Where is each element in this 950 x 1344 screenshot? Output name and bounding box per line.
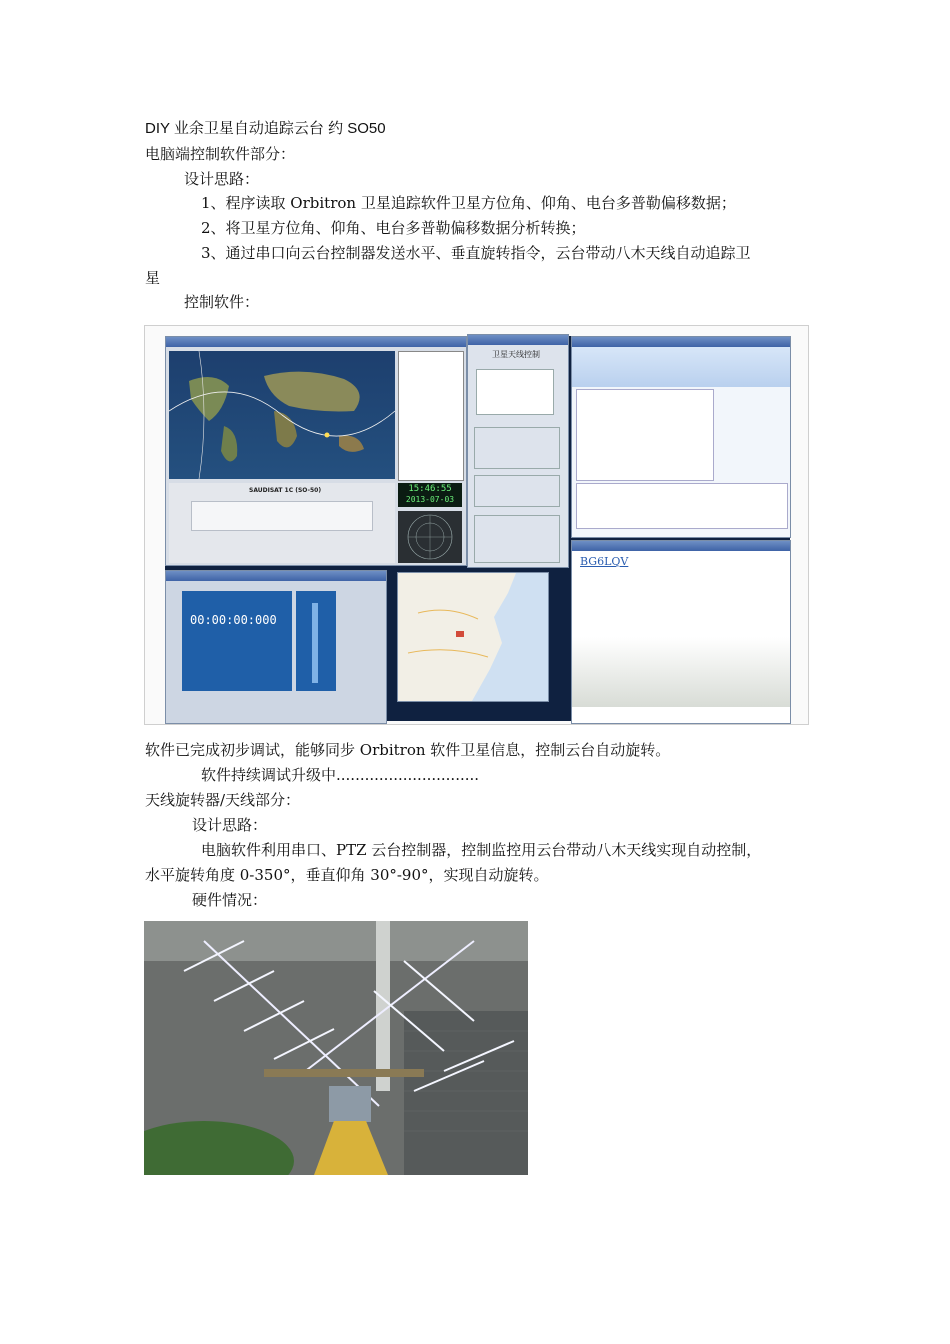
antenna-desc-2: 水平旋转角度 0-350°，垂直仰角 30°-90°，实现自动旋转。	[145, 866, 549, 884]
callsign-label: BG6LQV	[580, 555, 629, 568]
antenna-control-window	[467, 334, 569, 568]
radar-panel	[398, 511, 462, 563]
status-line-1: 软件已完成初步调试，能够同步 Orbitron 软件卫星信息，控制云台自动旋转。	[145, 741, 671, 759]
antenna-control-title: 卫星天线控制	[492, 350, 540, 359]
orbitron-window	[165, 336, 467, 566]
video-window	[571, 540, 791, 724]
satellite-list	[398, 351, 464, 481]
design-heading: 设计思路：	[184, 170, 260, 188]
step-3: 3、通过串口向云台控制器发送水平、垂直旋转指令，云台带动八木天线自动追踪卫	[201, 244, 751, 262]
antenna-section-heading: 天线旋转器/天线部分：	[145, 791, 301, 809]
clock-time: 15:46:55	[408, 484, 452, 494]
map-window	[397, 572, 549, 702]
status-line-2: 软件持续调试升级中..............................	[201, 766, 480, 784]
clock-date: 2013-07-03	[405, 495, 455, 504]
antenna-photo	[144, 921, 528, 1175]
chat-window	[571, 336, 791, 538]
world-map	[169, 351, 395, 479]
pc-section-heading: 电脑端控制软件部分：	[145, 145, 296, 163]
hardware-heading: 硬件情况：	[192, 891, 268, 909]
sat-info-panel	[169, 483, 395, 563]
software-heading: 控制软件：	[184, 293, 260, 311]
step-3-cont: 星	[145, 269, 161, 287]
counter-window	[165, 570, 387, 724]
software-screenshot	[144, 325, 809, 725]
counter-display: 00:00:00:000	[190, 613, 277, 627]
antenna-desc-1: 电脑软件利用串口、PTZ 云台控制器，控制监控用云台带动八木天线实现自动控制，	[201, 841, 762, 859]
sat-name: SAUDISAT 1C (SO-50)	[249, 487, 322, 494]
clock-panel	[398, 483, 462, 507]
step-2: 2、将卫星方位角、仰角、电台多普勒偏移数据分析转换；	[201, 219, 586, 237]
antenna-design-heading: 设计思路：	[192, 816, 268, 834]
doc-title: DIY 业余卫星自动追踪云台 约 SO50	[145, 120, 386, 137]
step-1: 1、程序读取 Orbitron 卫星追踪软件卫星方位角、仰角、电台多普勒偏移数据；	[201, 194, 736, 212]
